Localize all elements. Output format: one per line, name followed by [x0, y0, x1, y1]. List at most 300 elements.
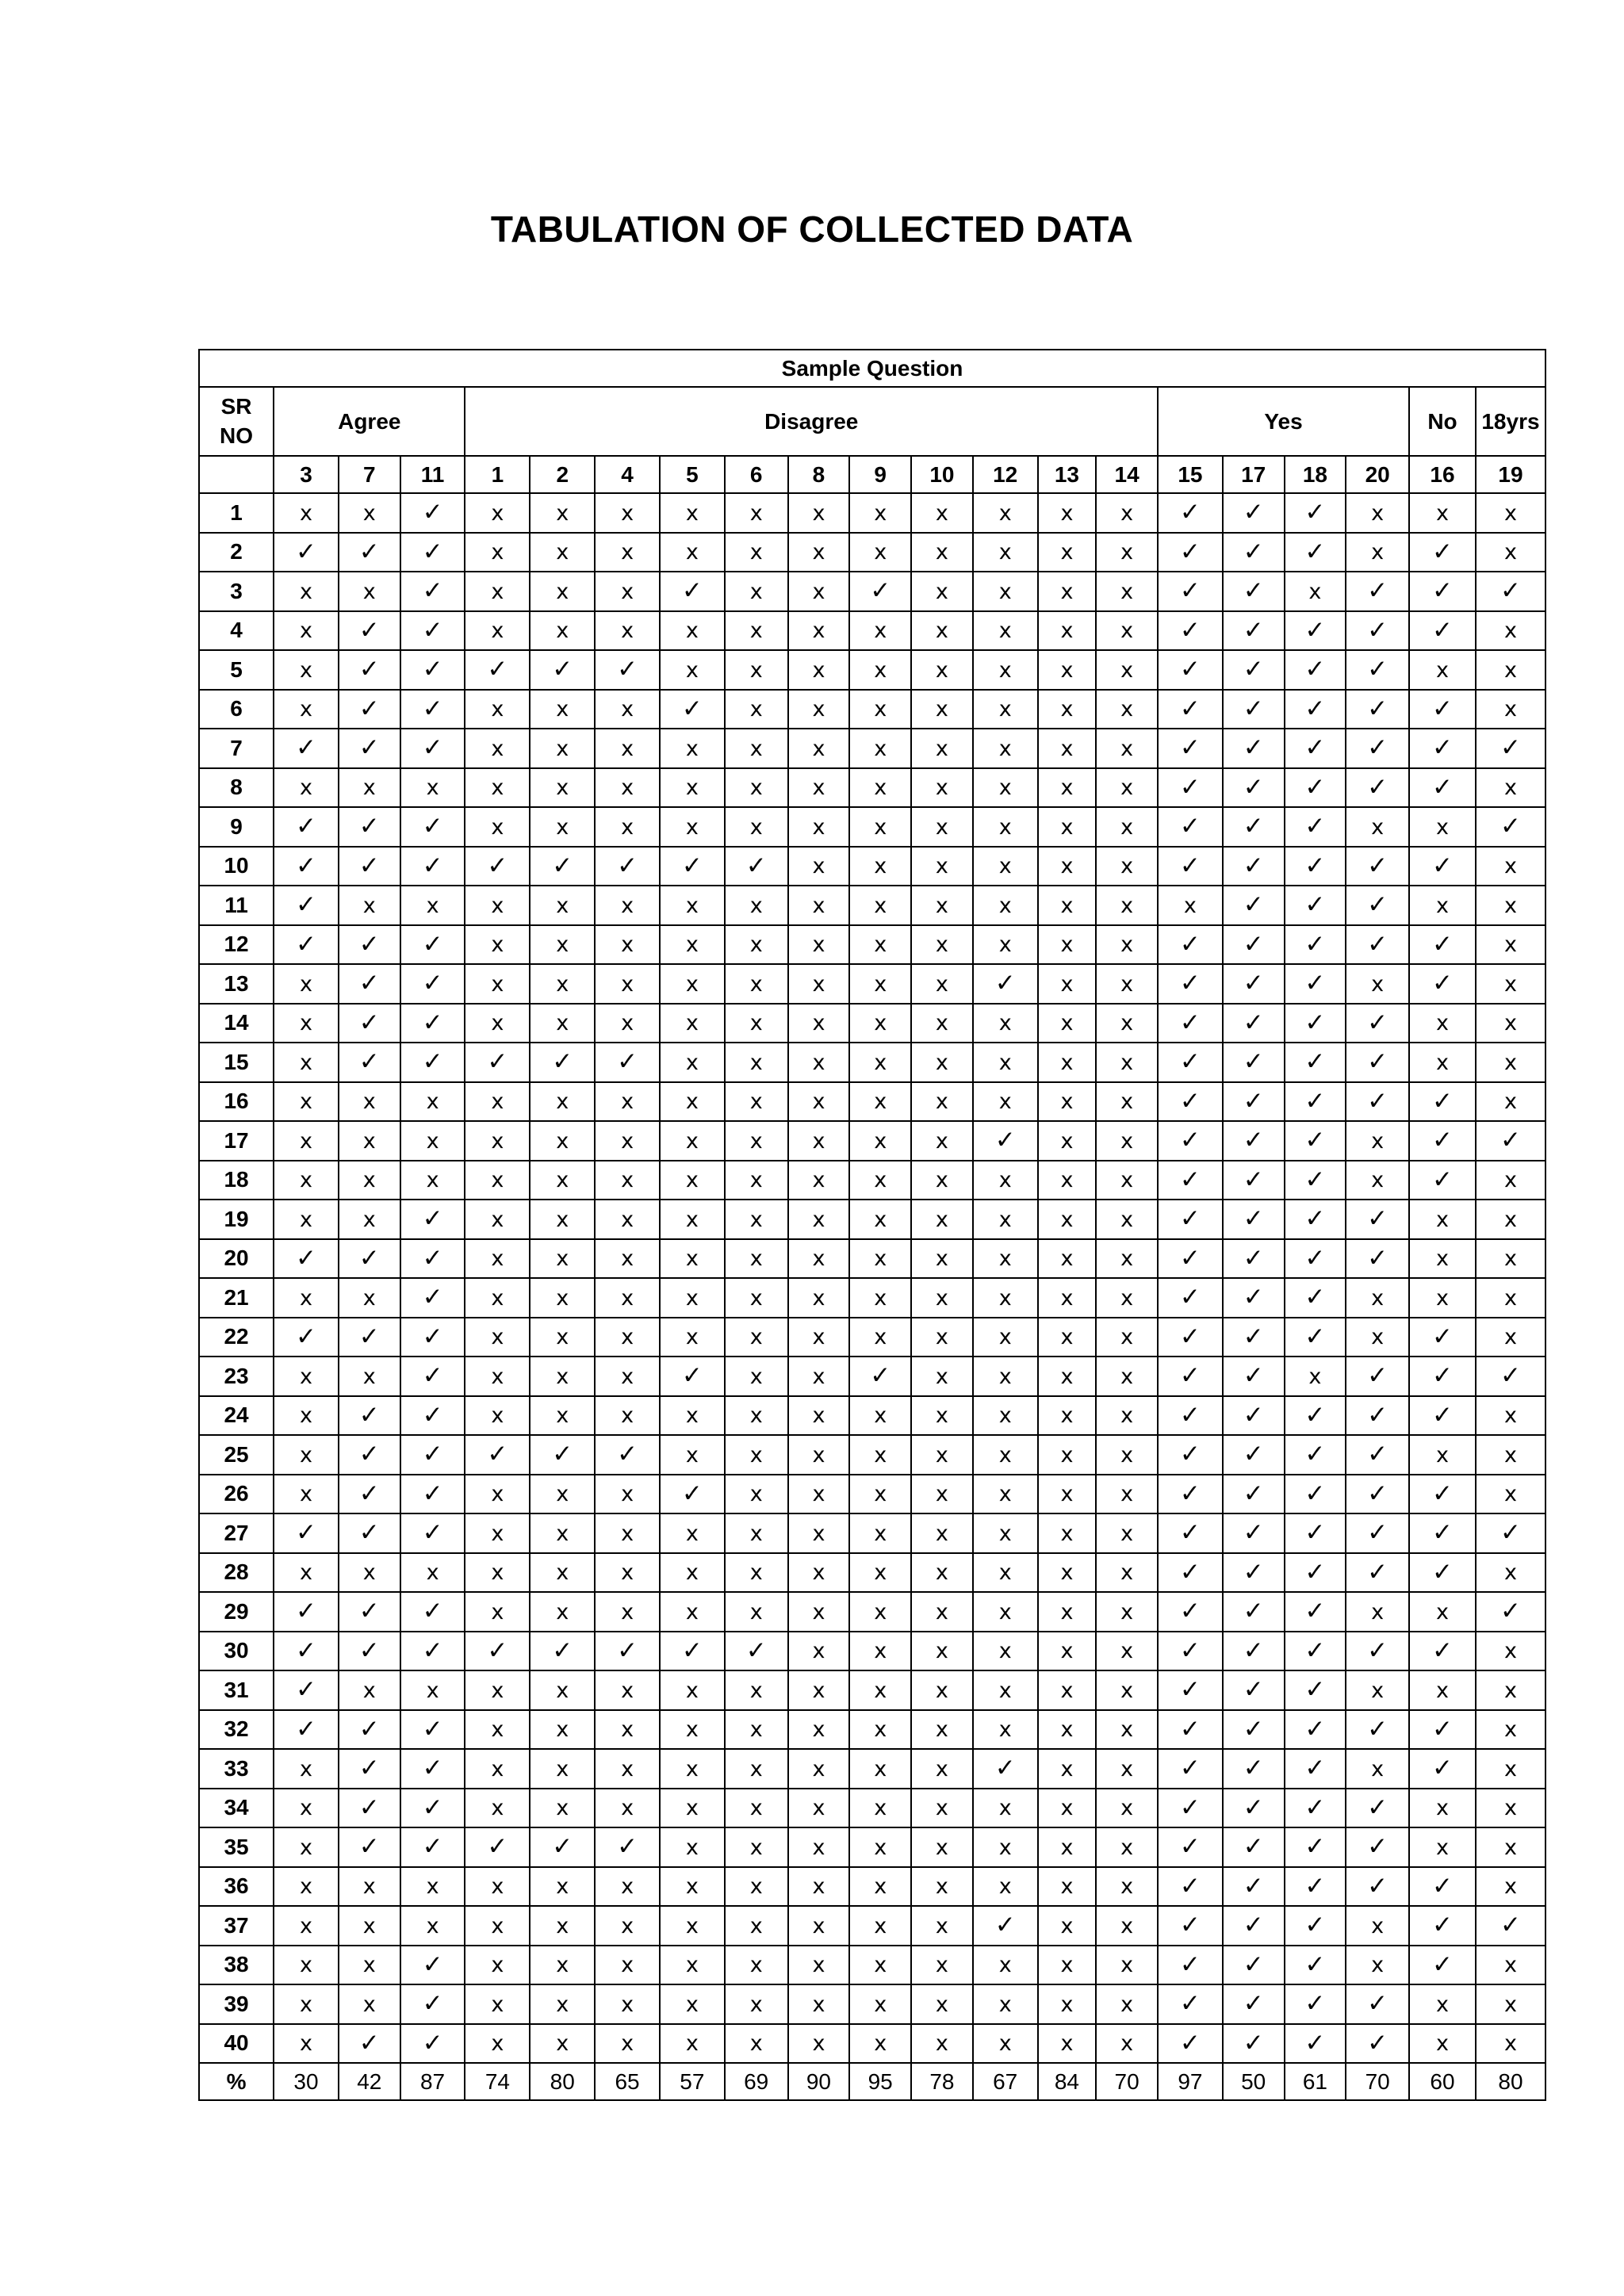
- percent-value: 95: [849, 2063, 911, 2100]
- check-mark-icon: ✓: [422, 1832, 443, 1862]
- response-cell: [1346, 1082, 1409, 1122]
- table-row: [199, 1043, 1545, 1082]
- check-mark-icon: ✓: [1432, 576, 1453, 606]
- table-row: [199, 768, 1545, 808]
- check-mark-icon: ✓: [1432, 1165, 1453, 1194]
- response-cell: [465, 1789, 530, 1828]
- cross-mark-icon: x: [1503, 1639, 1517, 1664]
- check-mark-icon: ✓: [1179, 655, 1201, 684]
- response-cell: [973, 1710, 1038, 1750]
- response-cell: [530, 1592, 595, 1632]
- cross-mark-icon: x: [491, 2031, 504, 2057]
- response-cell: [1038, 1827, 1097, 1867]
- response-cell: [465, 1200, 530, 1239]
- check-mark-icon: ✓: [1243, 1557, 1264, 1586]
- response-cell: [973, 1749, 1038, 1789]
- response-cell: [788, 1121, 850, 1161]
- response-cell: [530, 1278, 595, 1318]
- cross-mark-icon: x: [874, 1089, 887, 1115]
- response-cell: [1038, 1318, 1097, 1357]
- response-cell: [1285, 1121, 1346, 1161]
- response-cell: [973, 1200, 1038, 1239]
- response-cell: [595, 1435, 660, 1475]
- response-cell: [973, 572, 1038, 611]
- response-cell: [911, 1239, 973, 1279]
- table-row: [199, 925, 1545, 965]
- response-cell: [1096, 729, 1158, 768]
- cross-mark-icon: x: [812, 1953, 825, 1978]
- check-mark-icon: ✓: [1432, 615, 1453, 645]
- response-cell: [465, 1513, 530, 1553]
- response-cell: [339, 1435, 400, 1475]
- header-row-groups: [199, 387, 1545, 456]
- response-cell: [788, 1318, 850, 1357]
- cross-mark-icon: x: [1060, 1756, 1074, 1781]
- response-cell: [1096, 1789, 1158, 1828]
- response-cell: [849, 886, 911, 925]
- response-cell: [1038, 1632, 1097, 1671]
- cross-mark-icon: x: [812, 1599, 825, 1624]
- response-cell: [400, 1082, 465, 1122]
- cross-mark-icon: x: [812, 775, 825, 801]
- response-cell: [849, 1710, 911, 1750]
- sr-number: 29: [199, 1592, 274, 1632]
- cross-mark-icon: x: [749, 1285, 763, 1311]
- response-cell: [530, 807, 595, 847]
- check-mark-icon: ✓: [681, 1361, 703, 1391]
- cross-mark-icon: x: [621, 814, 634, 840]
- cross-mark-icon: x: [362, 1168, 376, 1193]
- response-cell: [660, 1357, 725, 1396]
- response-cell: [400, 1475, 465, 1514]
- cross-mark-icon: x: [426, 1128, 439, 1154]
- response-cell: [1096, 1749, 1158, 1789]
- response-cell: [973, 1946, 1038, 1985]
- sr-number: 25: [199, 1435, 274, 1475]
- response-cell: [1346, 729, 1409, 768]
- response-cell: [1038, 1043, 1097, 1082]
- response-cell: [1476, 1749, 1545, 1789]
- response-cell: [1158, 1867, 1223, 1907]
- response-cell: [849, 1161, 911, 1200]
- sr-number: 33: [199, 1749, 274, 1789]
- cross-mark-icon: x: [426, 775, 439, 801]
- cross-mark-icon: x: [491, 1011, 504, 1036]
- response-cell: [1409, 2024, 1476, 2064]
- group-header-yes: Yes: [1158, 387, 1409, 456]
- response-cell: [849, 1670, 911, 1710]
- response-cell: [1409, 1513, 1476, 1553]
- check-mark-icon: ✓: [1304, 1989, 1326, 2019]
- cross-mark-icon: x: [812, 1756, 825, 1781]
- cross-mark-icon: x: [935, 1796, 948, 1821]
- response-cell: [1409, 1200, 1476, 1239]
- table-row: [199, 1592, 1545, 1632]
- cross-mark-icon: x: [874, 1442, 887, 1468]
- response-cell: [339, 1670, 400, 1710]
- check-mark-icon: ✓: [1367, 1871, 1388, 1900]
- cross-mark-icon: x: [685, 1835, 699, 1860]
- cross-mark-icon: x: [874, 697, 887, 722]
- response-cell: [911, 807, 973, 847]
- response-cell: [274, 1004, 339, 1043]
- cross-mark-icon: x: [621, 1717, 634, 1743]
- cross-mark-icon: x: [426, 1874, 439, 1900]
- cross-mark-icon: x: [1120, 1011, 1134, 1036]
- check-mark-icon: ✓: [358, 2028, 380, 2057]
- response-cell: [1096, 1827, 1158, 1867]
- cross-mark-icon: x: [874, 657, 887, 683]
- response-cell: [1346, 1475, 1409, 1514]
- response-cell: [725, 847, 788, 886]
- cross-mark-icon: x: [812, 1128, 825, 1154]
- check-mark-icon: ✓: [994, 969, 1016, 998]
- cross-mark-icon: x: [300, 1089, 312, 1115]
- check-mark-icon: ✓: [422, 1754, 443, 1783]
- response-cell: [660, 925, 725, 965]
- response-cell: [400, 1592, 465, 1632]
- check-mark-icon: ✓: [358, 1754, 380, 1783]
- cross-mark-icon: x: [874, 1913, 887, 1938]
- response-cell: [1285, 1239, 1346, 1279]
- cross-mark-icon: x: [1436, 1678, 1449, 1703]
- response-cell: [530, 1121, 595, 1161]
- cross-mark-icon: x: [749, 697, 763, 722]
- response-cell: [465, 493, 530, 533]
- response-cell: [530, 768, 595, 808]
- response-cell: [725, 1082, 788, 1122]
- check-mark-icon: ✓: [1304, 1714, 1326, 1743]
- response-cell: [1346, 493, 1409, 533]
- response-cell: [849, 533, 911, 572]
- response-cell: [400, 886, 465, 925]
- check-mark-icon: ✓: [487, 1636, 508, 1665]
- response-cell: [400, 1827, 465, 1867]
- response-cell: [274, 1121, 339, 1161]
- cross-mark-icon: x: [749, 1364, 763, 1389]
- response-cell: [1476, 1592, 1545, 1632]
- cross-mark-icon: x: [1371, 1128, 1385, 1154]
- cross-mark-icon: x: [998, 1874, 1012, 1900]
- response-cell: [1285, 611, 1346, 651]
- question-number-13: 13: [1038, 456, 1097, 493]
- cross-mark-icon: x: [874, 1639, 887, 1664]
- response-cell: [911, 1513, 973, 1553]
- cross-mark-icon: x: [300, 775, 312, 801]
- response-cell: [1409, 690, 1476, 729]
- check-mark-icon: ✓: [1243, 1126, 1264, 1155]
- response-cell: [911, 1475, 973, 1514]
- response-cell: [911, 650, 973, 690]
- response-cell: [725, 1161, 788, 1200]
- response-cell: [849, 1475, 911, 1514]
- sr-number: 39: [199, 1984, 274, 2024]
- response-cell: [1158, 1200, 1223, 1239]
- response-cell: [973, 1239, 1038, 1279]
- sr-number: 2: [199, 533, 274, 572]
- cross-mark-icon: x: [874, 1992, 887, 2017]
- response-cell: [274, 1043, 339, 1082]
- check-mark-icon: ✓: [422, 498, 443, 527]
- check-mark-icon: ✓: [1367, 1714, 1388, 1743]
- response-cell: [725, 1435, 788, 1475]
- cross-mark-icon: x: [812, 1913, 825, 1938]
- response-cell: [339, 1867, 400, 1907]
- check-mark-icon: ✓: [422, 1400, 443, 1429]
- response-cell: [849, 1867, 911, 1907]
- check-mark-icon: ✓: [1243, 1400, 1264, 1429]
- cross-mark-icon: x: [998, 1168, 1012, 1193]
- response-cell: [788, 2024, 850, 2064]
- response-cell: [1038, 1984, 1097, 2024]
- check-mark-icon: ✓: [1367, 655, 1388, 684]
- cross-mark-icon: x: [556, 1364, 569, 1389]
- cross-mark-icon: x: [812, 1285, 825, 1311]
- cross-mark-icon: x: [935, 657, 948, 683]
- response-cell: [1285, 1513, 1346, 1553]
- percent-value: 78: [911, 2063, 973, 2100]
- cross-mark-icon: x: [812, 1874, 825, 1900]
- cross-mark-icon: x: [812, 1482, 825, 1507]
- response-cell: [1038, 2024, 1097, 2064]
- response-cell: [725, 1278, 788, 1318]
- cross-mark-icon: x: [935, 775, 948, 801]
- cross-mark-icon: x: [935, 1717, 948, 1743]
- check-mark-icon: ✓: [422, 1793, 443, 1822]
- check-mark-icon: ✓: [1304, 498, 1326, 527]
- check-mark-icon: ✓: [1367, 733, 1388, 763]
- cross-mark-icon: x: [749, 1050, 763, 1075]
- cross-mark-icon: x: [874, 1835, 887, 1860]
- cross-mark-icon: x: [1503, 1560, 1517, 1586]
- cross-mark-icon: x: [1503, 1874, 1517, 1900]
- cross-mark-icon: x: [1060, 775, 1074, 801]
- table-row: [199, 1121, 1545, 1161]
- cross-mark-icon: x: [1371, 500, 1385, 526]
- cross-mark-icon: x: [491, 1168, 504, 1193]
- cross-mark-icon: x: [874, 1717, 887, 1743]
- cross-mark-icon: x: [749, 1482, 763, 1507]
- response-cell: [849, 1435, 911, 1475]
- response-cell: [465, 1906, 530, 1946]
- response-cell: [339, 1357, 400, 1396]
- cross-mark-icon: x: [621, 1913, 634, 1938]
- response-cell: [1346, 1004, 1409, 1043]
- header-row-question-numbers: [199, 456, 1545, 493]
- response-cell: [1158, 1161, 1223, 1200]
- cross-mark-icon: x: [621, 1678, 634, 1703]
- check-mark-icon: ✓: [1243, 851, 1264, 880]
- response-cell: [465, 1278, 530, 1318]
- table-row: [199, 611, 1545, 651]
- response-cell: [530, 1946, 595, 1985]
- response-cell: [1476, 650, 1545, 690]
- check-mark-icon: ✓: [358, 929, 380, 959]
- check-mark-icon: ✓: [1367, 1361, 1388, 1391]
- check-mark-icon: ✓: [1179, 929, 1201, 959]
- response-cell: [465, 1043, 530, 1082]
- cross-mark-icon: x: [998, 1442, 1012, 1468]
- response-cell: [1476, 1906, 1545, 1946]
- response-cell: [1285, 1867, 1346, 1907]
- cross-mark-icon: x: [749, 814, 763, 840]
- response-cell: [1038, 1553, 1097, 1593]
- response-cell: [400, 1278, 465, 1318]
- response-cell: [1223, 807, 1285, 847]
- check-mark-icon: ✓: [1179, 1636, 1201, 1665]
- cross-mark-icon: x: [749, 618, 763, 644]
- response-cell: [465, 1239, 530, 1279]
- check-mark-icon: ✓: [1432, 1950, 1453, 1979]
- table-row: [199, 1553, 1545, 1593]
- check-mark-icon: ✓: [994, 1911, 1016, 1940]
- check-mark-icon: ✓: [358, 1440, 380, 1469]
- cross-mark-icon: x: [874, 1756, 887, 1781]
- response-cell: [1409, 1357, 1476, 1396]
- check-mark-icon: ✓: [296, 1714, 316, 1743]
- cross-mark-icon: x: [874, 1325, 887, 1350]
- cross-mark-icon: x: [300, 1442, 312, 1468]
- check-mark-icon: ✓: [296, 1518, 316, 1548]
- response-cell: [1223, 1278, 1285, 1318]
- sr-number: 13: [199, 964, 274, 1004]
- response-cell: [1223, 964, 1285, 1004]
- check-mark-icon: ✓: [552, 1047, 573, 1077]
- response-cell: [1038, 1278, 1097, 1318]
- check-mark-icon: ✓: [1179, 1557, 1201, 1586]
- cross-mark-icon: x: [935, 1913, 948, 1938]
- response-cell: [1158, 1946, 1223, 1985]
- cross-mark-icon: x: [1120, 854, 1134, 879]
- response-cell: [1346, 1357, 1409, 1396]
- check-mark-icon: ✓: [1179, 1675, 1201, 1705]
- response-cell: [660, 729, 725, 768]
- cross-mark-icon: x: [1060, 697, 1074, 722]
- check-mark-icon: ✓: [1500, 1361, 1521, 1391]
- cross-mark-icon: x: [621, 1874, 634, 1900]
- response-cell: [911, 493, 973, 533]
- response-cell: [660, 1004, 725, 1043]
- check-mark-icon: ✓: [1304, 1243, 1326, 1272]
- check-mark-icon: ✓: [1304, 1204, 1326, 1234]
- response-cell: [1096, 1435, 1158, 1475]
- cross-mark-icon: x: [1503, 971, 1517, 997]
- check-mark-icon: ✓: [358, 655, 380, 684]
- response-cell: [911, 572, 973, 611]
- check-mark-icon: ✓: [358, 1636, 380, 1665]
- cross-mark-icon: x: [1120, 697, 1134, 722]
- response-cell: [788, 1867, 850, 1907]
- response-cell: [465, 1867, 530, 1907]
- response-cell: [973, 1435, 1038, 1475]
- check-mark-icon: ✓: [1243, 929, 1264, 959]
- cross-mark-icon: x: [1120, 1913, 1134, 1938]
- table-row: [199, 807, 1545, 847]
- cross-mark-icon: x: [556, 1482, 569, 1507]
- response-cell: [1409, 729, 1476, 768]
- cross-mark-icon: x: [749, 1207, 763, 1232]
- response-cell: [660, 1632, 725, 1671]
- response-cell: [1223, 690, 1285, 729]
- cross-mark-icon: x: [935, 1128, 948, 1154]
- response-cell: [660, 1670, 725, 1710]
- cross-mark-icon: x: [685, 1207, 699, 1232]
- response-cell: [339, 1278, 400, 1318]
- cross-mark-icon: x: [362, 1992, 376, 2017]
- response-cell: [973, 1984, 1038, 2024]
- cross-mark-icon: x: [1120, 1874, 1134, 1900]
- response-cell: [660, 1513, 725, 1553]
- cross-mark-icon: x: [491, 1717, 504, 1743]
- response-cell: [788, 886, 850, 925]
- response-cell: [339, 964, 400, 1004]
- check-mark-icon: ✓: [1304, 1597, 1326, 1626]
- check-mark-icon: ✓: [487, 1440, 508, 1469]
- check-mark-icon: ✓: [1243, 1636, 1264, 1665]
- cross-mark-icon: x: [685, 1246, 699, 1272]
- cross-mark-icon: x: [1060, 1874, 1074, 1900]
- response-cell: [1096, 1632, 1158, 1671]
- cross-mark-icon: x: [300, 579, 312, 604]
- cross-mark-icon: x: [935, 1246, 948, 1272]
- cross-mark-icon: x: [1060, 1796, 1074, 1821]
- response-cell: [849, 1278, 911, 1318]
- response-cell: [274, 1357, 339, 1396]
- response-cell: [400, 1867, 465, 1907]
- cross-mark-icon: x: [621, 500, 634, 526]
- response-cell: [1223, 1513, 1285, 1553]
- response-cell: [1409, 1082, 1476, 1122]
- cross-mark-icon: x: [362, 1089, 376, 1115]
- check-mark-icon: ✓: [1179, 1086, 1201, 1115]
- cross-mark-icon: x: [1120, 1678, 1134, 1703]
- response-cell: [1158, 1357, 1223, 1396]
- response-cell: [1096, 925, 1158, 965]
- check-mark-icon: ✓: [1179, 1871, 1201, 1900]
- cross-mark-icon: x: [556, 540, 569, 565]
- response-cell: [849, 1553, 911, 1593]
- response-cell: [339, 493, 400, 533]
- cross-mark-icon: x: [362, 579, 376, 604]
- check-mark-icon: ✓: [1243, 812, 1264, 841]
- cross-mark-icon: x: [874, 1953, 887, 1978]
- cross-mark-icon: x: [1436, 1796, 1449, 1821]
- cross-mark-icon: x: [300, 971, 312, 997]
- question-number-1: 1: [465, 456, 530, 493]
- response-cell: [595, 1318, 660, 1357]
- cross-mark-icon: x: [1120, 1717, 1134, 1743]
- cross-mark-icon: x: [1436, 500, 1449, 526]
- response-cell: [339, 1553, 400, 1593]
- cross-mark-icon: x: [1436, 1246, 1449, 1272]
- cross-mark-icon: x: [749, 1325, 763, 1350]
- question-number-2: 2: [530, 456, 595, 493]
- table-row: [199, 572, 1545, 611]
- response-cell: [465, 1592, 530, 1632]
- response-cell: [1346, 1396, 1409, 1436]
- response-cell: [595, 1513, 660, 1553]
- cross-mark-icon: x: [998, 1050, 1012, 1075]
- check-mark-icon: ✓: [1304, 733, 1326, 763]
- cross-mark-icon: x: [998, 1325, 1012, 1350]
- response-cell: [595, 1789, 660, 1828]
- response-cell: [660, 1984, 725, 2024]
- cross-mark-icon: x: [426, 893, 439, 918]
- response-cell: [1158, 1435, 1223, 1475]
- cross-mark-icon: x: [749, 1913, 763, 1938]
- check-mark-icon: ✓: [994, 1754, 1016, 1783]
- response-cell: [1409, 964, 1476, 1004]
